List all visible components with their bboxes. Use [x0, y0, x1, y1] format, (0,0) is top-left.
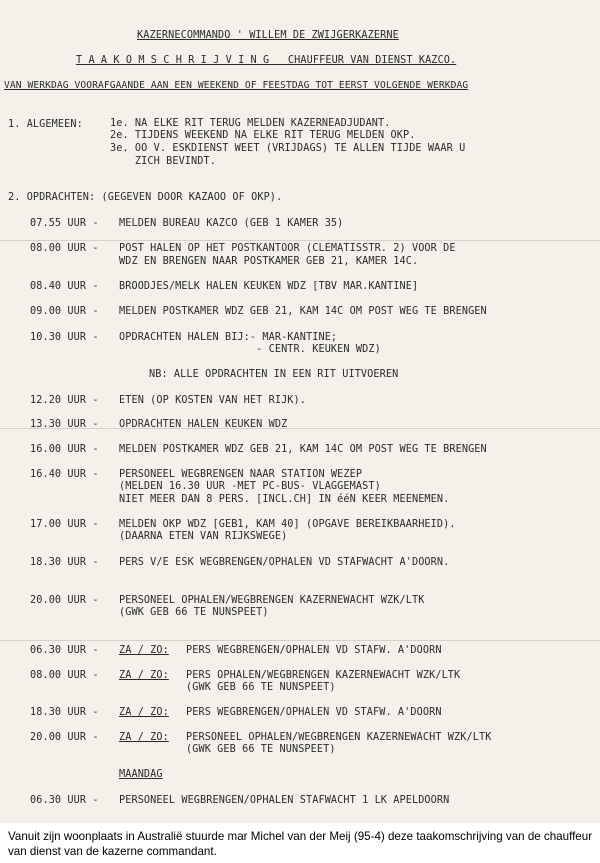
weekend-label: ZA / ZO:	[119, 732, 169, 743]
fold-line	[0, 640, 600, 641]
algemeen-item: 2e. TIJDENS WEEKEND NA ELKE RIT TERUG MELDEN OKP.	[110, 130, 416, 141]
section-heading-opdrachten: 2. OPDRACHTEN: (GEGEVEN DOOR KAZAOO OF OKP).	[8, 192, 283, 203]
schedule-task: MELDEN POSTKAMER WDZ GEB 21, KAM 14C OM POST WEG TE BRENGEN	[119, 306, 487, 317]
schedule-task: (MELDEN 16.30 UUR -MET PC-BUS- VLAGGEMAST)	[119, 481, 381, 492]
schedule-time: 12.20 UUR -	[30, 395, 99, 406]
document-scope: VAN WERKDAG VOORAFGAANDE AAN EEN WEEKEND OF FEESTDAG TOT EERST VOLGENDE WERKDAG	[4, 80, 469, 91]
schedule-time: 20.00 UUR -	[30, 732, 99, 743]
algemeen-item: 1e. NA ELKE RIT TERUG MELDEN KAZERNEADJUDANT.	[110, 118, 391, 129]
schedule-task: (GWK GEB 66 TE NUNSPEET)	[186, 682, 336, 693]
schedule-time: 07.55 UUR -	[30, 218, 99, 229]
schedule-time: 06.30 UUR -	[30, 645, 99, 656]
schedule-time: 08.40 UUR -	[30, 281, 99, 292]
algemeen-item: ZICH BEVINDT.	[110, 156, 216, 167]
schedule-task: PERS WEGBRENGEN/OPHALEN VD STAFW. A'DOORN	[186, 707, 442, 718]
schedule-task: PERS V/E ESK WEGBRENGEN/OPHALEN VD STAFWACHT A'DOORN.	[119, 557, 450, 568]
schedule-task: PERSONEEL WEGBRENGEN NAAR STATION WEZEP	[119, 469, 363, 480]
weekend-label: ZA / ZO:	[119, 670, 169, 681]
schedule-task: MELDEN BUREAU KAZCO (GEB 1 KAMER 35)	[119, 218, 344, 229]
schedule-task: PERSONEEL WEGBRENGEN/OPHALEN STAFWACHT 1 LK APELDOORN	[119, 795, 450, 806]
fold-line	[0, 240, 600, 241]
schedule-task: PERSONEEL OPHALEN/WEGBRENGEN KAZERNEWACHT WZK/LTK	[119, 595, 425, 606]
header-title: KAZERNECOMMANDO ' WILLEM DE ZWIJGERKAZERNE	[137, 30, 399, 41]
schedule-time: 06.30 UUR -	[30, 795, 99, 806]
schedule-task: OPDRACHTEN HALEN BIJ:- MAR-KANTINE;	[119, 332, 338, 343]
schedule-task: MELDEN POSTKAMER WDZ GEB 21, KAM 14C OM POST WEG TE BRENGEN	[119, 444, 487, 455]
schedule-time: 18.30 UUR -	[30, 707, 99, 718]
document-title: T A A K O M S C H R I J V I N G CHAUFFEUR VAN DIENST KAZCO.	[76, 55, 457, 66]
schedule-task: ETEN (OP KOSTEN VAN HET RIJK).	[119, 395, 307, 406]
schedule-task: PERS WEGBRENGEN/OPHALEN VD STAFW. A'DOORN	[186, 645, 442, 656]
schedule-time: 08.00 UUR -	[30, 670, 99, 681]
note: NB: ALLE OPDRACHTEN IN EEN RIT UITVOEREN	[149, 369, 399, 380]
image-caption: Vanuit zijn woonplaats in Australië stuurde mar Michel van der Meij (95-4) deze taakomschrijving van de chauffeur van dienst van de kazerne commandant.	[8, 830, 593, 858]
schedule-time: 16.40 UUR -	[30, 469, 99, 480]
schedule-task: BROODJES/MELK HALEN KEUKEN WDZ [TBV MAR.KANTINE]	[119, 281, 419, 292]
schedule-time: 18.30 UUR -	[30, 557, 99, 568]
schedule-task: OPDRACHTEN HALEN KEUKEN WDZ	[119, 419, 288, 430]
schedule-task: (DAARNA ETEN VAN RIJKSWEGE)	[119, 531, 288, 542]
schedule-task: NIET MEER DAN 8 PERS. [INCL.CH] IN ééN KEER MEENEMEN.	[119, 494, 450, 505]
algemeen-item: 3e. OO V. ESKDIENST WEET (VRIJDAGS) TE ALLEN TIJDE WAAR U	[110, 143, 466, 154]
section-heading-algemeen: 1. ALGEMEEN:	[8, 119, 83, 130]
schedule-time: 10.30 UUR -	[30, 332, 99, 343]
schedule-time: 20.00 UUR -	[30, 595, 99, 606]
schedule-time: 08.00 UUR -	[30, 243, 99, 254]
schedule-task: WDZ EN BRENGEN NAAR POSTKAMER GEB 21, KAMER 14C.	[119, 256, 419, 267]
weekend-label: ZA / ZO:	[119, 645, 169, 656]
schedule-task: MELDEN OKP WDZ [GEB1, KAM 40] (OPGAVE BEREIKBAARHEID).	[119, 519, 456, 530]
schedule-task: PERS OPHALEN/WEGBRENGEN KAZERNEWACHT WZK/LTK	[186, 670, 461, 681]
weekend-label: ZA / ZO:	[119, 707, 169, 718]
schedule-time: 16.00 UUR -	[30, 444, 99, 455]
schedule-time: 09.00 UUR -	[30, 306, 99, 317]
schedule-task: (GWK GEB 66 TE NUNSPEET)	[186, 744, 336, 755]
maandag-heading: MAANDAG	[119, 769, 163, 780]
schedule-task: - CENTR. KEUKEN WDZ)	[119, 344, 381, 355]
schedule-time: 13.30 UUR -	[30, 419, 99, 430]
schedule-time: 17.00 UUR -	[30, 519, 99, 530]
schedule-task: (GWK GEB 66 TE NUNSPEET)	[119, 607, 269, 618]
schedule-task: POST HALEN OP HET POSTKANTOOR (CLEMATISSTR. 2) VOOR DE	[119, 243, 456, 254]
schedule-task: PERSONEEL OPHALEN/WEGBRENGEN KAZERNEWACHT WZK/LTK	[186, 732, 492, 743]
